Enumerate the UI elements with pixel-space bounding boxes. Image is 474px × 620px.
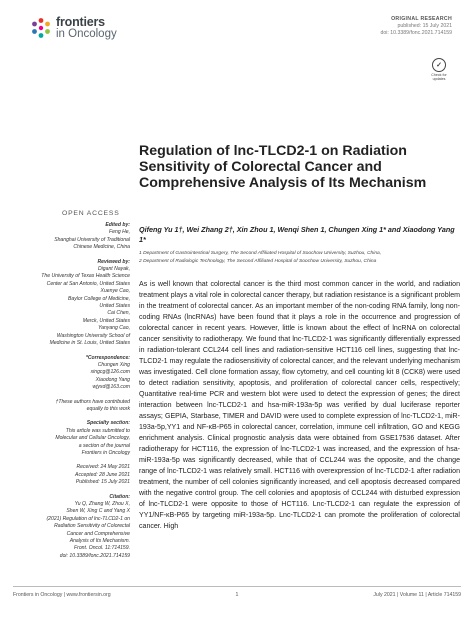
specialty-line: Molecular and Cellular Oncology, (55, 435, 130, 442)
editor-line: Feng He, (109, 229, 130, 236)
reviewer-line: Digant Nayak, (98, 266, 130, 273)
page-footer (13, 586, 461, 598)
reviewer-line: Yanyang Cao, (98, 325, 130, 332)
page-number: 1 (235, 592, 239, 598)
correspondence-heading: *Correspondence: (85, 354, 130, 361)
open-access-label: OPEN ACCESS (62, 210, 120, 217)
correspondence-name: Chungen Xing (97, 361, 130, 368)
logo-journal: in Oncology (56, 28, 117, 40)
article-title: Regulation of lnc-TLCD2-1 on Radiation Sensitivity of Colorectal Cancer and Comprehensive Analysis of Its Mechanism (139, 143, 427, 191)
correspondence-name: Xiaodong Yang (95, 376, 130, 383)
specialty-heading: Specialty section: (86, 420, 130, 427)
published-date: published: 15 July 2021 (397, 23, 452, 29)
reviewer-line: Medicine in St. Louis, United States (49, 340, 130, 347)
citation-line: Front. Oncol. 11:714159. (74, 545, 130, 552)
reviewer-line: Washington University School of (56, 332, 130, 339)
reviewer-line: Cai Chen, (107, 310, 130, 317)
abstract-text: As is well known that colorectal cancer is the third most common cancer in the world, and radiation treatment plays a vital role in colorectal cancer therapy, but radiation resistance is a significant problem in the treatment of colorectal cancer. As an important member of the non-coding RNA family, long non-coding RNAs (lncRNAs) have been found that it plays a role in the occurrence and progression of colorectal cancer in recent years. However, little is known about the effect of lncRNA on colorectal cancer sensitivity to radiotherapy. We found that lnc-TLCD2-1 was significantly differentially expressed in radiation-tolerant CCL244 cell lines and radiation-sensitive HCT116 cell lines, suggesting that lnc-TLCD2-1 may regulate the radiosensitivity of colorectal cancer, and the relevant underlying mechanism was investigated. Cell clone formation assay, flow cytometry, and cell counting kit 8 (CCK8) were used to detect radiation sensitivity, apoptosis, and proliferation of colorectal cancer cells, respectively; Quantitative real-time PCR and western blot were used to detect the expression of genes; the direct interaction between lnc-TLCD2-1 and hsa-miR-193a-5p was verified by dual luciferase reporter assays; GEPIA, Starbase, TIMER and DAVID were used to complete expression of lnc-TLCD2-1, miR-193a-5p,YY1 and NF-κB-P65 in colorectal cancer, correlation, immune cell infiltration, GO and KEGG enrichment analysis. Clinical prognostic analysis data were obtained from GSE17536 dataset. After radiotherapy for HCT116, the expression of lnc-TLCD2-1 was increased, and the expression of hsa-miR-193a-5p was significantly decreased, while that of CCL244 was the opposite, and the change range of lnc-TLCD2-1 was relatively small. HCT116 with overexpression of lnc-TLCD2-1 after radiation treatment, the number of cell colonies significantly increased, and cell apoptosis decreased compared with the negative control group. The cell colonies and apoptosis of CCL244 with disturbed expression of lnc-TLCD2-1 were opposite to those of HCT116. Lnc-TLCD2-1 can regulate the expression of YY1/NF-κB-P65 by targeting miR-193a-5p. Lnc-TLCD2-1 can promote the proliferation of colorectal cancer. High (139, 281, 460, 530)
author-list: Qifeng Yu 1†, Wei Zhang 2†, Xin Zhou 1, Wenqi Shen 1, Chungen Xing 1* and Xiaodong Yang 1* (139, 225, 455, 244)
logo-brand: frontiers (56, 15, 105, 29)
received-date: Received: 24 May 2021 (76, 464, 130, 471)
editor-line: Shanghai University of Traditional (54, 236, 130, 243)
reviewer-line: Baylor College of Medicine, (67, 295, 130, 302)
footer-volume: July 2021 | Volume 11 | Article 714159 (373, 592, 461, 598)
citation-line: Radiation Sensitivity of Colorectal (54, 523, 130, 530)
citation-line: (2021) Regulation of lnc-TLCD2-1 on (46, 515, 130, 522)
reviewed-by-heading: Reviewed by: (97, 258, 130, 265)
specialty-line: a section of the journal (78, 442, 130, 449)
correspondence-email[interactable]: xingcg@126.com (90, 369, 130, 376)
reviewer-line: Merck, United States (82, 317, 130, 324)
affiliation-1: 1 Department of Gastrointestinal Surgery, The Second Affiliated Hospital of Soochow University, Suzhou, China, (139, 251, 382, 256)
edited-by-heading: Edited by: (105, 222, 130, 228)
equal-contribution-note: †These authors have contributed (55, 398, 130, 405)
article-meta (380, 16, 452, 37)
article-type: ORIGINAL RESEARCH (391, 16, 452, 22)
reviewer-line: Center at San Antonio, United States (46, 280, 130, 287)
frontiers-logo (30, 16, 117, 40)
check-for-updates-badge[interactable] (428, 58, 450, 86)
equal-contribution-note: equally to this work (86, 405, 130, 412)
reviewer-line: The University of Texas Health Science (41, 273, 130, 280)
doi[interactable]: doi: 10.3389/fonc.2021.714159 (380, 30, 452, 36)
affiliations (139, 250, 457, 265)
citation-line: doi: 10.3389/fonc.2021.714159 (59, 552, 130, 559)
citation-line: Cancer and Comprehensive (66, 530, 130, 537)
correspondence-email[interactable]: wjyxd@163.com (92, 384, 130, 391)
sidebar (14, 222, 130, 560)
affiliation-2: 2 Department of Radiologic Technology, The Second Affiliated Hospital of Soochow University, Suzhou, China (139, 258, 377, 264)
citation-heading: Citation: (109, 493, 130, 500)
frontiers-logo-icon (30, 17, 52, 39)
check-for-updates-icon: ✓ (432, 58, 446, 72)
specialty-line: Frontiers in Oncology (81, 449, 130, 456)
published-date-sidebar: Published: 15 July 2021 (75, 479, 130, 486)
reviewer-line: United States (99, 303, 130, 310)
specialty-line: This article was submitted to (65, 427, 130, 434)
editor-line: Chinese Medicine, China (73, 244, 130, 251)
reviewer-line: Xuenye Cao, (100, 288, 130, 295)
footer-journal[interactable]: Frontiers in Oncology | www.frontiersin.org (13, 592, 111, 598)
accepted-date: Accepted: 28 June 2021 (75, 471, 130, 478)
citation-line: Yu Q, Zhang W, Zhou X, (74, 501, 130, 507)
check-for-updates-label: Check for updates (431, 73, 447, 81)
citation-line: Analysis of Its Mechanism. (69, 538, 130, 545)
citation-line: Shen W, Xing C and Yang X (66, 508, 130, 515)
